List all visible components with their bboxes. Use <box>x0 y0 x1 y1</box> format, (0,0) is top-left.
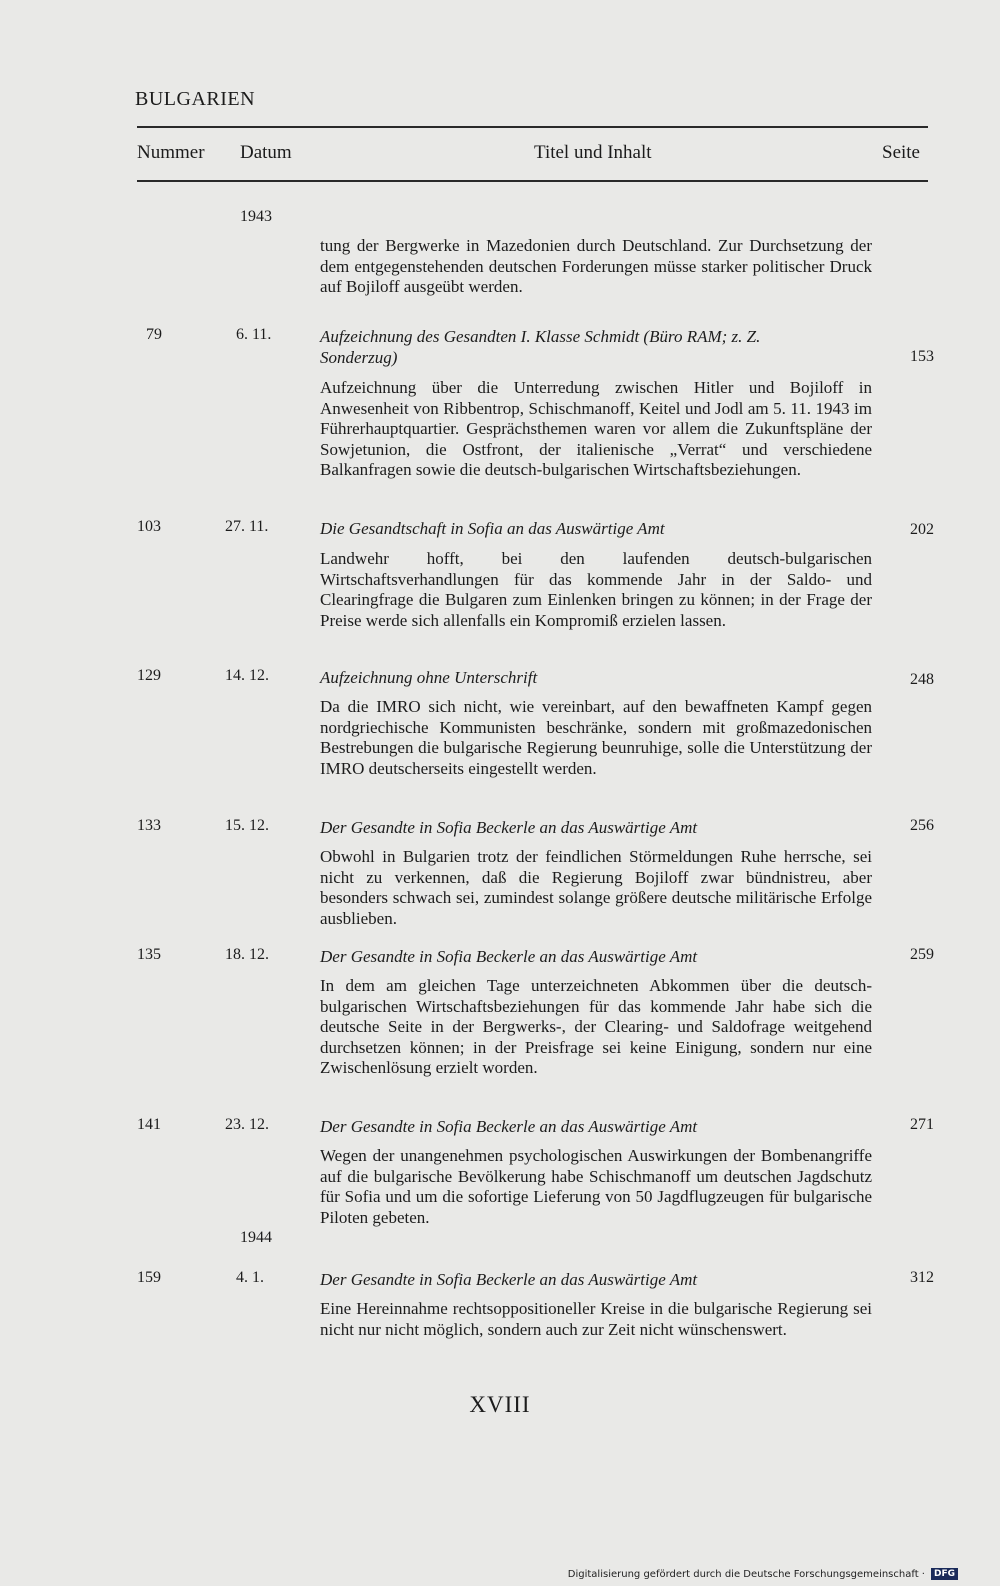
footer-text: Digitalisierung gefördert durch die Deutsche Forschungsgemeinschaft · <box>567 1568 925 1580</box>
entry-summary: Obwohl in Bulgarien trotz der feindlichen Störmeldungen Ruhe herrsche, sei nicht zu verkennen, daß die Regierung Bojiloff zwar bündnistreu, aber besonders schwach sei, zumindest solange größere deutsche militärische Erfolge ausblieben. <box>320 847 872 928</box>
entry-title: Der Gesandte in Sofia Beckerle an das Auswärtige Amt <box>320 1117 698 1136</box>
entry-date: 6. 11. <box>236 326 272 343</box>
entry-date: 15. 12. <box>225 817 269 834</box>
entry-number: 129 <box>137 667 161 684</box>
entry-title: Der Gesandte in Sofia Beckerle an das Auswärtige Amt <box>320 818 698 837</box>
page-folio: XVIII <box>469 1392 531 1417</box>
entry-summary: Aufzeichnung über die Unterredung zwischen Hitler und Bojiloff in Anwesenheit von Ribbentrop, Schischmanoff, Keitel und Jodl am 5. 11. 1943 im Führerhauptquartier. Gesprächsthemen waren vor allem die Zukunftspläne der Sowjetunion, die Ostfront, der italienische „Verrat“ und verschiedene Balkanfragen sowie die deutsch-bulgarischen Wirtschaftsbeziehungen. <box>320 378 872 479</box>
entry-date: 14. 12. <box>225 667 269 684</box>
column-header-datum: Datum <box>240 142 292 163</box>
header-rule-bottom <box>137 180 928 182</box>
entry-number: 103 <box>137 518 161 535</box>
year-label: 1943 <box>240 208 272 225</box>
entry-summary: In dem am gleichen Tage unterzeichneten Abkommen über die deutsch-bulgarischen Wirtschaftsbeziehungen für das kommende Jahr habe sich die deutsche Seite in der Bergwerks-, der Clearing- und Saldofrage weitgehend durchsetzen können; in der Preisfrage sei keine Einigung, sondern nur eine Zwischenlösung erzielt worden. <box>320 976 872 1077</box>
entry-number: 135 <box>137 946 161 963</box>
entry-title: Der Gesandte in Sofia Beckerle an das Auswärtige Amt <box>320 1270 698 1289</box>
column-header-nummer: Nummer <box>137 142 205 163</box>
entry-page: 259 <box>910 946 934 963</box>
entry-summary: Da die IMRO sich nicht, wie vereinbart, auf den bewaffneten Kampf gegen nordgriechische Kommunisten beschränke, sondern mit großmazedonischen Bestrebungen die bulgarische Regierung beunruhige, solle die Unterstützung der IMRO deutscherseits eingestellt werden. <box>320 697 872 778</box>
section-heading: BULGARIEN <box>135 88 256 110</box>
entry-date: 27. 11. <box>225 518 269 535</box>
entry-page: 271 <box>910 1116 934 1133</box>
header-rule-top <box>137 126 928 128</box>
entry-page: 256 <box>910 817 934 834</box>
column-header-seite: Seite <box>882 142 920 163</box>
entry-number: 133 <box>137 817 161 834</box>
entry-summary: Wegen der unangenehmen psychologischen Auswirkungen der Bombenangriffe auf die bulgarische Bevölkerung habe Schischmanoff um deutschen Jagdschutz für Sofia und um die sofortige Lieferung von 50 Jagdflugzeugen für bulgarische Piloten gebeten. <box>320 1146 872 1227</box>
entry-page: 312 <box>910 1269 934 1286</box>
funding-footer <box>568 1568 958 1580</box>
entry-summary: Eine Hereinnahme rechtsoppositioneller Kreise in die bulgarische Regierung sei nicht nur nicht möglich, sondern auch zur Zeit nicht wünschenswert. <box>320 1299 872 1339</box>
column-header-titel: Titel und Inhalt <box>534 142 652 163</box>
entry-page: 202 <box>910 521 934 538</box>
entry-number: 159 <box>137 1269 161 1286</box>
entry-title: Aufzeichnung ohne Unterschrift <box>320 668 538 687</box>
entry-date: 18. 12. <box>225 946 269 963</box>
year-label: 1944 <box>240 1229 272 1246</box>
entry-title: Die Gesandtschaft in Sofia an das Auswärtige Amt <box>320 519 665 538</box>
entry-number: 79 <box>146 326 162 343</box>
entry-summary: Landwehr hofft, bei den laufenden deutsch-bulgarischen Wirtschaftsverhandlungen für das kommende Jahr in der Saldo- und Clearingfrage die Bulgaren zum Einlenken bringen zu können; in der Frage der Preise werde sich allenfalls ein Kompromiß erzielen lassen. <box>320 549 872 630</box>
dfg-logo: DFG <box>931 1568 958 1580</box>
entry-date: 4. 1. <box>236 1269 264 1286</box>
entry-page: 153 <box>910 348 934 365</box>
entry-title: Der Gesandte in Sofia Beckerle an das Auswärtige Amt <box>320 947 698 966</box>
entry-title: Aufzeichnung des Gesandten I. Klasse Schmidt (Büro RAM; z. Z. Sonderzug) <box>320 327 761 367</box>
entry-date: 23. 12. <box>225 1116 269 1133</box>
continuation-text: tung der Bergwerke in Mazedonien durch Deutschland. Zur Durchsetzung der dem entgegenstehenden deutschen Forderungen müsse starker politischer Druck auf Bojiloff ausgeübt werden. <box>320 236 872 296</box>
entry-number: 141 <box>137 1116 161 1133</box>
entry-page: 248 <box>910 671 934 688</box>
